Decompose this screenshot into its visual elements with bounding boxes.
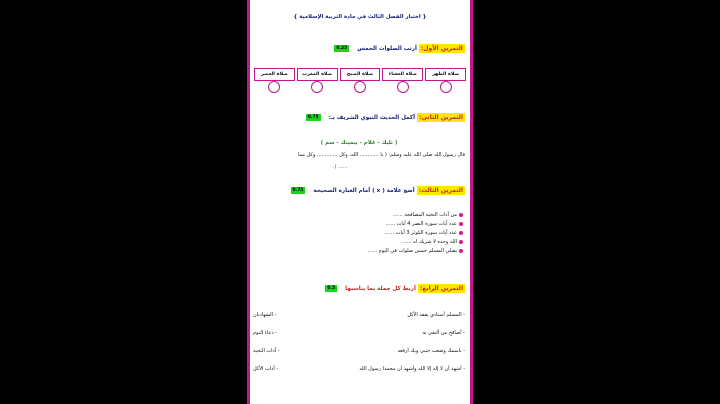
worksheet-page: [247, 0, 473, 404]
exercise-1-header: [253, 44, 465, 57]
page-border-left: [247, 0, 250, 404]
prayer-box: صلاة العشاء: [382, 68, 423, 81]
exercise-3-label: التمرين الثالث:: [418, 187, 463, 194]
order-circles: [254, 81, 466, 93]
matching-answer: - آداب التحية: [253, 348, 280, 354]
order-circle[interactable]: [311, 81, 323, 93]
true-false-list: [257, 210, 463, 255]
exam-title: { اختبار الفصل الثالث في مادة التربية الإسلامية }: [293, 14, 427, 20]
exercise-2-header: [253, 113, 465, 126]
bullet-icon: [459, 222, 463, 226]
matching-row: [253, 360, 465, 378]
prayer-box: صلاة المغرب: [297, 68, 338, 81]
page-border-right: [470, 0, 473, 404]
exercise-4-instruction: أربط كل جملة بما يناسبها: [345, 285, 416, 292]
order-circle[interactable]: [354, 81, 366, 93]
matching-answer: - آداب الأكل: [253, 366, 279, 372]
list-item: عدد آيات سورة الكوثر 3 آيات ......: [257, 228, 463, 237]
exercise-1-label: التمرين الأول:: [420, 45, 463, 52]
order-circle[interactable]: [397, 81, 409, 93]
exercise-2-instruction: أكمل الحديث النبوي الشريف بـ:: [328, 114, 415, 121]
bullet-icon: [459, 231, 463, 235]
matching-sentence: - أصافح من ألتقي به: [422, 330, 465, 336]
matching-row: [253, 342, 465, 360]
prayer-box: صلاة الظهر: [425, 68, 466, 81]
exercise-4-score: 0.5: [327, 286, 336, 291]
list-item: يصلي المسلم خمس صلوات في اليوم ......: [257, 246, 463, 255]
exercise-3-header: [253, 186, 465, 199]
exercise-3-score: 0.75: [292, 188, 304, 193]
order-circle[interactable]: [440, 81, 452, 93]
exercise-2-score: 0.75: [307, 115, 319, 120]
exercise-1-instruction: أرتب الصلوات الخمس: [357, 45, 417, 52]
order-circle[interactable]: [268, 81, 280, 93]
exercise-3-instruction: أضع علامة ( x ) أمام العبارة الصحيحة: [313, 187, 415, 194]
prayer-box: صلاة العصر: [254, 68, 295, 81]
hadith-text: قال رسول الله صلى الله عليه وسلم: ( يا ............ الله، وكل ............. وكل مما: [298, 152, 465, 158]
hadith-word-bank: ( تليك - غلام - بيمينك - سم ): [320, 140, 398, 146]
prayer-box: صلاة الصبح: [340, 68, 381, 81]
matching-row: [253, 324, 465, 342]
list-item: من آداب التحية المصافحة ......: [257, 210, 463, 219]
matching-row: [253, 306, 465, 324]
exercise-4-header: [253, 284, 465, 297]
bullet-icon: [459, 213, 463, 217]
exercise-2-label: التمرين الثاني:: [419, 114, 463, 121]
list-item: الله وحده لا شريك له ......: [257, 237, 463, 246]
matching-answer: - دعاء النوم: [253, 330, 278, 336]
matching-answer: - الشهادتان: [253, 312, 277, 318]
hadith-text-end: ...... ).: [333, 164, 348, 170]
list-item: عدد آيات سورة النصر 4 آيات ......: [257, 219, 463, 228]
matching-sentence: - باسمك وضعت جنبي وبك أرفعه: [397, 348, 465, 354]
exercise-4-label: التمرين الرابع:: [419, 285, 463, 292]
prayer-boxes: [254, 68, 466, 81]
matching-sentence: - المسلم أستاذي يفقد الأكل: [407, 312, 465, 318]
exercise-1-score: 0.25: [336, 46, 348, 51]
matching-list: [253, 306, 465, 378]
matching-sentence: - أشهد أن لا إله إلا الله وأشهد أن محمدا رسول الله: [359, 366, 465, 372]
bullet-icon: [459, 249, 463, 253]
bullet-icon: [459, 240, 463, 244]
